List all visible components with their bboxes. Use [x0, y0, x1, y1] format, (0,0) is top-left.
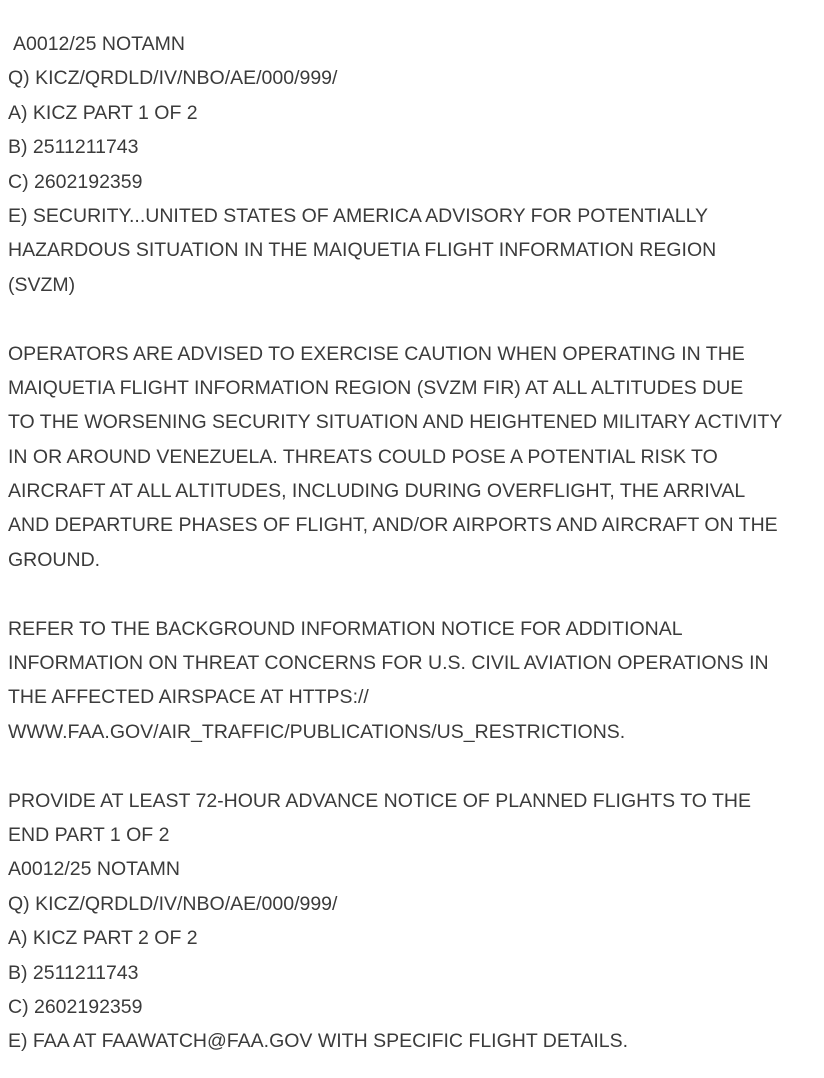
paragraph-spacer — [8, 302, 824, 336]
caution-paragraph-line-5: AIRCRAFT AT ALL ALTITUDES, INCLUDING DURING OVERFLIGHT, THE ARRIVAL — [8, 480, 746, 503]
notam-c-line-part1: C) 2602192359 — [8, 170, 143, 193]
caution-paragraph-line-4: IN OR AROUND VENEZUELA. THREATS COULD POSE A POTENTIAL RISK TO — [8, 445, 718, 468]
notam-e-line-3: (SVZM) — [8, 273, 76, 296]
refer-paragraph-line-2: INFORMATION ON THREAT CONCERNS FOR U.S. CIVIL AVIATION OPERATIONS IN — [8, 652, 769, 675]
end-part-1-line: END PART 1 OF 2 — [8, 823, 170, 846]
paragraph-spacer — [8, 749, 824, 783]
notam-a-line-part1: A) KICZ PART 1 OF 2 — [8, 101, 198, 124]
paragraph-spacer — [8, 577, 824, 611]
notam-q-line-part1: Q) KICZ/QRDLD/IV/NBO/AE/000/999/ — [8, 67, 338, 90]
provide-paragraph-line-1: PROVIDE AT LEAST 72-HOUR ADVANCE NOTICE OF PLANNED FLIGHTS TO THE — [8, 789, 751, 812]
notam-e-line-1: E) SECURITY...UNITED STATES OF AMERICA ADVISORY FOR POTENTIALLY — [8, 204, 708, 227]
notam-header-part1: A0012/25 NOTAMN — [13, 33, 185, 55]
notam-e-line-2: HAZARDOUS SITUATION IN THE MAIQUETIA FLIGHT INFORMATION REGION — [8, 239, 717, 262]
notam-a-line-part2: A) KICZ PART 2 OF 2 — [8, 927, 198, 950]
caution-paragraph-line-3: TO THE WORSENING SECURITY SITUATION AND HEIGHTENED MILITARY ACTIVITY — [8, 411, 783, 434]
caution-paragraph-line-1: OPERATORS ARE ADVISED TO EXERCISE CAUTION WHEN OPERATING IN THE — [8, 342, 745, 365]
notam-q-line-part2: Q) KICZ/QRDLD/IV/NBO/AE/000/999/ — [8, 892, 338, 915]
caution-paragraph-line-6: AND DEPARTURE PHASES OF FLIGHT, AND/OR AIRPORTS AND AIRCRAFT ON THE — [8, 514, 778, 537]
notam-e-line-part2: E) FAA AT FAAWATCH@FAA.GOV WITH SPECIFIC FLIGHT DETAILS. — [8, 1030, 629, 1053]
refer-paragraph-line-1: REFER TO THE BACKGROUND INFORMATION NOTICE FOR ADDITIONAL — [8, 617, 683, 640]
notam-c-line-part2: C) 2602192359 — [8, 995, 143, 1018]
refer-paragraph-line-3: THE AFFECTED AIRSPACE AT HTTPS:// — [8, 686, 369, 709]
caution-paragraph-line-7: GROUND. — [8, 548, 101, 571]
notam-document — [8, 27, 824, 1059]
notam-b-line-part1: B) 2511211743 — [8, 136, 139, 159]
refer-paragraph-url: WWW.FAA.GOV/AIR_TRAFFIC/PUBLICATIONS/US_RESTRICTIONS. — [8, 720, 626, 743]
notam-header-part2: A0012/25 NOTAMN — [8, 858, 180, 881]
caution-paragraph-line-2: MAIQUETIA FLIGHT INFORMATION REGION (SVZM FIR) AT ALL ALTITUDES DUE — [8, 376, 744, 399]
notam-b-line-part2: B) 2511211743 — [8, 961, 139, 984]
